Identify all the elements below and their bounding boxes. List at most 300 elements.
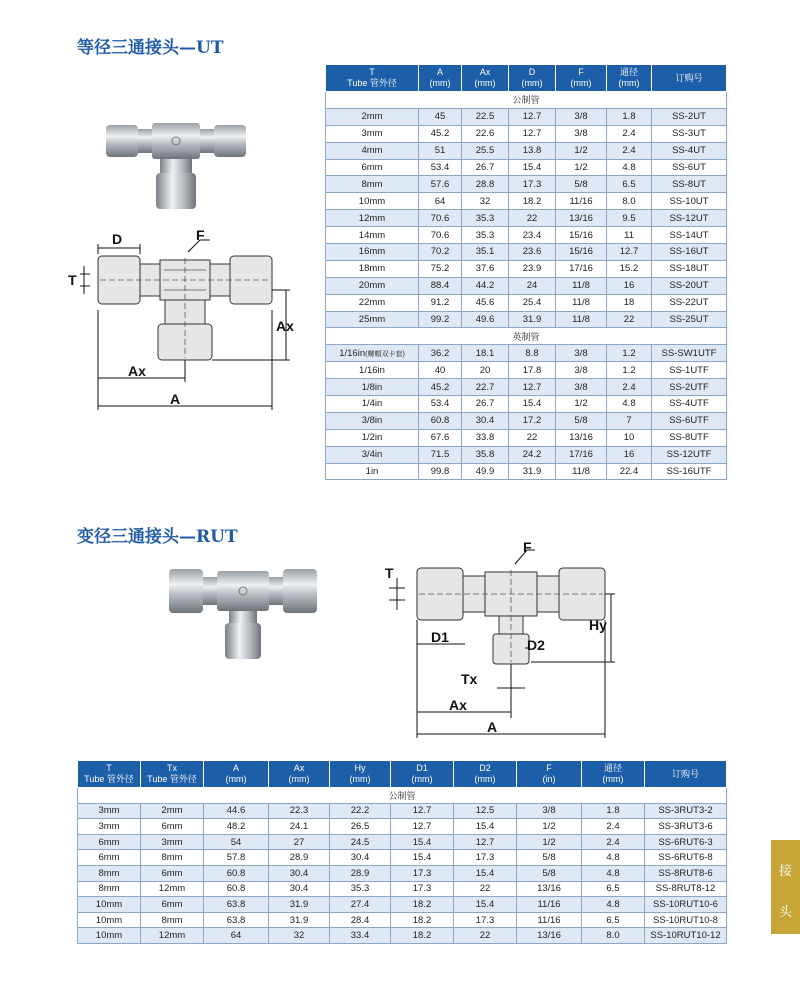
ut-table-cell: 22.7 [462, 379, 509, 396]
ut-table-cell: SS-16UT [652, 244, 727, 261]
ut-table-cell: SS-16UTF [652, 463, 727, 480]
side-tab-char: 接 [778, 864, 792, 879]
ut-table-cell: 88.4 [419, 277, 462, 294]
ut-table-cell: 11/8 [556, 294, 607, 311]
rut-spec-table [77, 760, 727, 944]
ut-table-cell: SS-22UT [652, 294, 727, 311]
ut-table-cell: 25mm [326, 311, 419, 328]
ut-table-cell: 64 [419, 193, 462, 210]
ut-table-cell: 12.7 [607, 244, 652, 261]
ut-table-cell: 1/8in [326, 379, 419, 396]
ut-table-cell: 1/16in [326, 362, 419, 379]
ut-table-row [326, 193, 727, 210]
ut-table-row [326, 294, 727, 311]
ut-subheader-row [326, 92, 727, 109]
ut-header-a [419, 65, 462, 92]
ut-table-row [326, 379, 727, 396]
rut-table-cell: 5/8 [517, 865, 582, 881]
ut-table-cell: 33.8 [462, 429, 509, 446]
rut-table-cell: 8mm [141, 850, 204, 866]
ut-table-cell: 1.2 [607, 362, 652, 379]
ut-table-cell: 67.6 [419, 429, 462, 446]
rut-header-text: A (mm) [225, 763, 247, 784]
ut-table-cell: SS-20UT [652, 277, 727, 294]
ut-table-cell: SS-8UT [652, 176, 727, 193]
ut-table-row [326, 396, 727, 413]
rut-header-f [517, 761, 582, 788]
ut-header-f [556, 65, 607, 92]
ut-table-cell: 22.5 [462, 108, 509, 125]
rut-table-cell: 12.5 [454, 803, 517, 819]
rut-table-cell: 4.8 [582, 897, 645, 913]
rut-table-cell: 15.4 [391, 834, 454, 850]
ut-table-cell: 4.8 [607, 159, 652, 176]
rut-header-text: Tx Tube 管外径 [147, 763, 197, 784]
ut-header-text: Ax (mm) [474, 67, 496, 88]
rut-table-cell: 10mm [78, 912, 141, 928]
ut-table-cell: 11/16 [556, 193, 607, 210]
rut-header-row [78, 761, 727, 788]
ut-table-cell: 11 [607, 227, 652, 244]
ut-label-A: A [170, 391, 181, 407]
rut-table-cell: 22.3 [269, 803, 330, 819]
ut-table-cell: 18.2 [509, 193, 556, 210]
ut-table-cell: 12.7 [509, 108, 556, 125]
ut-table-cell: 1/2 [556, 142, 607, 159]
ut-table-row [326, 244, 727, 261]
ut-table-row [326, 429, 727, 446]
rut-header-text: D2 (mm) [474, 763, 496, 784]
rut-table-cell: 12.7 [391, 819, 454, 835]
ut-table-cell: 2.4 [607, 379, 652, 396]
ut-table-cell: 5/8 [556, 176, 607, 193]
ut-table-cell: 24.2 [509, 446, 556, 463]
ut-table-row [326, 277, 727, 294]
ut-table-cell: 11/8 [556, 311, 607, 328]
rut-table-cell: 18.2 [391, 912, 454, 928]
rut-table-cell: 10mm [78, 897, 141, 913]
ut-header-d [509, 65, 556, 92]
rut-table-cell: 22.2 [330, 803, 391, 819]
ut-label-D: D [112, 231, 123, 247]
ut-table-cell: 13.8 [509, 142, 556, 159]
rut-table-cell: 6mm [78, 834, 141, 850]
rut-product-photo [165, 565, 320, 663]
ut-table-cell: 17.8 [509, 362, 556, 379]
rut-label-Ax: Ax [449, 697, 467, 713]
ut-header-text: 通径 (mm) [618, 67, 640, 88]
ut-table-cell: 15/16 [556, 244, 607, 261]
rut-table-cell: 17.3 [391, 865, 454, 881]
rut-table-row [78, 928, 727, 944]
ut-table-row [326, 412, 727, 429]
ut-table-cell: SS-12UTF [652, 446, 727, 463]
ut-table-cell: 24 [509, 277, 556, 294]
rut-table-cell: 24.1 [269, 819, 330, 835]
rut-table-cell: 28.4 [330, 912, 391, 928]
ut-table-cell: SS-14UT [652, 227, 727, 244]
rut-table-cell: 60.8 [204, 865, 269, 881]
rut-table-cell: 5/8 [517, 850, 582, 866]
rut-table-cell: SS-8RUT8-6 [645, 865, 727, 881]
ut-table-cell: SS-2UTF [652, 379, 727, 396]
rut-header-text: T Tube 管外径 [84, 763, 134, 784]
ut-label-F: F [196, 230, 205, 243]
rut-table-cell: 6.5 [582, 912, 645, 928]
rut-table-row [78, 881, 727, 897]
rut-table-cell: 28.9 [269, 850, 330, 866]
ut-cell-note: (螺帽双卡套) [365, 350, 405, 358]
ut-table-cell: SS-2UT [652, 108, 727, 125]
rut-table-cell: 17.3 [454, 912, 517, 928]
ut-product-photo [100, 115, 250, 215]
ut-table-cell: 13/16 [556, 429, 607, 446]
rut-table-cell: 48.2 [204, 819, 269, 835]
ut-table-cell: 17/16 [556, 260, 607, 277]
ut-table-cell: 3/8 [556, 125, 607, 142]
ut-table-cell: 31.9 [509, 463, 556, 480]
ut-table-cell: 3mm [326, 125, 419, 142]
ut-table-cell: 12.7 [509, 379, 556, 396]
ut-table-row [326, 142, 727, 159]
ut-table-cell: 9.5 [607, 210, 652, 227]
ut-table-cell: SS-10UT [652, 193, 727, 210]
ut-table-cell: 17.3 [509, 176, 556, 193]
ut-label-Ax-vertical: Ax [276, 318, 294, 334]
ut-table-cell: 35.3 [462, 210, 509, 227]
ut-table-cell: SS-25UT [652, 311, 727, 328]
rut-table-cell: SS-10RUT10-12 [645, 928, 727, 944]
ut-table-cell: 1.8 [607, 108, 652, 125]
rut-header-bore [582, 761, 645, 788]
rut-table-cell: 35.3 [330, 881, 391, 897]
ut-table-cell: 8.0 [607, 193, 652, 210]
ut-table-cell: 70.6 [419, 227, 462, 244]
ut-table-cell: 16 [607, 446, 652, 463]
ut-table-cell: SS-6UT [652, 159, 727, 176]
ut-table-cell: 26.7 [462, 159, 509, 176]
ut-table-cell: 18mm [326, 260, 419, 277]
ut-dimension-drawing [60, 230, 305, 420]
ut-table-cell: 53.4 [419, 159, 462, 176]
ut-header-text: A (mm) [429, 67, 451, 88]
rut-table-cell: 17.3 [454, 850, 517, 866]
ut-table-cell: 1/2 [556, 159, 607, 176]
ut-table-cell: 5/8 [556, 412, 607, 429]
ut-table-cell: 15.4 [509, 159, 556, 176]
rut-label-Tx: Tx [461, 671, 478, 687]
rut-table-cell: 3mm [78, 819, 141, 835]
rut-table-cell: 63.8 [204, 912, 269, 928]
ut-header-tube [326, 65, 419, 92]
ut-table-cell: 25.4 [509, 294, 556, 311]
rut-header-ax [269, 761, 330, 788]
ut-table-cell: 1.2 [607, 345, 652, 362]
ut-header-text: D (mm) [521, 67, 543, 88]
rut-table-cell: 6mm [141, 819, 204, 835]
ut-table-row [326, 125, 727, 142]
ut-table-cell: 40 [419, 362, 462, 379]
side-category-tab[interactable] [771, 840, 800, 934]
rut-table-cell: 2.4 [582, 819, 645, 835]
ut-table-cell: 22.6 [462, 125, 509, 142]
rut-table-row [78, 803, 727, 819]
rut-table-cell: 18.2 [391, 928, 454, 944]
ut-table-cell: 3/8 [556, 379, 607, 396]
ut-table-cell: 99.8 [419, 463, 462, 480]
rut-header-text: Ax (mm) [288, 763, 310, 784]
rut-table-row [78, 850, 727, 866]
rut-table-cell: 12.7 [454, 834, 517, 850]
rut-table-cell: 10mm [78, 928, 141, 944]
rut-table-cell: SS-8RUT8-12 [645, 881, 727, 897]
rut-table-cell: SS-6RUT6-8 [645, 850, 727, 866]
rut-table-cell: SS-10RUT10-6 [645, 897, 727, 913]
ut-table-cell: 15.2 [607, 260, 652, 277]
ut-table-cell: 44.2 [462, 277, 509, 294]
ut-header-text: 订购号 [675, 72, 703, 83]
rut-table-row [78, 865, 727, 881]
ut-table-cell [326, 345, 419, 362]
rut-table-cell: 3/8 [517, 803, 582, 819]
rut-table-cell: 1.8 [582, 803, 645, 819]
ut-table-cell: 20mm [326, 277, 419, 294]
rut-table-cell: 33.4 [330, 928, 391, 944]
rut-table-cell: SS-3RUT3-2 [645, 803, 727, 819]
ut-header-row [326, 65, 727, 92]
rut-table-cell: 26.5 [330, 819, 391, 835]
ut-table-cell: 18.1 [462, 345, 509, 362]
rut-table-cell: 31.9 [269, 912, 330, 928]
ut-header-ax [462, 65, 509, 92]
ut-table-cell: 11/8 [556, 463, 607, 480]
rut-table-cell: 57.8 [204, 850, 269, 866]
rut-table-cell: 6mm [141, 897, 204, 913]
ut-subheader-cell: 英制管 [326, 328, 727, 345]
rut-header-hy [330, 761, 391, 788]
ut-table-cell: 71.5 [419, 446, 462, 463]
rut-table-row [78, 912, 727, 928]
rut-table-cell: 30.4 [269, 865, 330, 881]
ut-table-cell: 35.3 [462, 227, 509, 244]
ut-table-cell: 22mm [326, 294, 419, 311]
ut-table-cell: 45.2 [419, 125, 462, 142]
ut-table-cell: 10 [607, 429, 652, 446]
ut-subheader-row [326, 328, 727, 345]
ut-header-text: T Tube 管外径 [347, 67, 397, 88]
rut-table-cell: 27 [269, 834, 330, 850]
ut-table-cell: 12mm [326, 210, 419, 227]
ut-table-cell: SS-3UT [652, 125, 727, 142]
ut-table-cell: 17/16 [556, 446, 607, 463]
ut-table-cell: 15.4 [509, 396, 556, 413]
ut-table-cell: 7 [607, 412, 652, 429]
ut-table-cell: 6.5 [607, 176, 652, 193]
ut-table-row [326, 108, 727, 125]
rut-table-cell: 30.4 [330, 850, 391, 866]
rut-subheader-row [78, 788, 727, 804]
ut-table-row [326, 159, 727, 176]
ut-table-cell: 37.6 [462, 260, 509, 277]
rut-table-cell: 8mm [78, 881, 141, 897]
ut-table-cell: 45 [419, 108, 462, 125]
ut-table-cell: 16mm [326, 244, 419, 261]
ut-table-cell: 23.9 [509, 260, 556, 277]
ut-table-cell: 70.2 [419, 244, 462, 261]
ut-table-cell: SS-6UTF [652, 412, 727, 429]
rut-table-cell: 12.7 [391, 803, 454, 819]
ut-table-cell: 16 [607, 277, 652, 294]
rut-subheader-cell: 公制管 [78, 788, 727, 804]
rut-table-cell: 2.4 [582, 834, 645, 850]
rut-header-a [204, 761, 269, 788]
ut-table-cell: 11/8 [556, 277, 607, 294]
ut-table-cell: 45.6 [462, 294, 509, 311]
rut-table-cell: 6mm [78, 850, 141, 866]
ut-table-cell: 1/4in [326, 396, 419, 413]
rut-table-cell: 60.8 [204, 881, 269, 897]
rut-dimension-drawing [385, 538, 630, 748]
rut-table-cell: SS-3RUT3-6 [645, 819, 727, 835]
ut-table-row [326, 210, 727, 227]
rut-table-cell: 8mm [141, 912, 204, 928]
rut-header-text: 订购号 [671, 768, 699, 779]
rut-label-D2: D2 [527, 637, 545, 653]
ut-table-cell: 15/16 [556, 227, 607, 244]
ut-spec-table [325, 64, 727, 480]
ut-table-cell: 51 [419, 142, 462, 159]
ut-table-cell: SS-4UT [652, 142, 727, 159]
ut-table-cell: 22 [509, 429, 556, 446]
rut-table-cell: 17.3 [391, 881, 454, 897]
ut-label-T: T [68, 272, 77, 288]
ut-subheader-cell: 公制管 [326, 92, 727, 109]
ut-table-cell: SS-12UT [652, 210, 727, 227]
rut-table-cell: 63.8 [204, 897, 269, 913]
ut-table-cell: 25.5 [462, 142, 509, 159]
rut-table-cell: 32 [269, 928, 330, 944]
rut-table-cell: 13/16 [517, 928, 582, 944]
rut-table-cell: 12mm [141, 881, 204, 897]
rut-header-text: F (in) [542, 763, 556, 784]
ut-table-cell: 10mm [326, 193, 419, 210]
rut-table-cell: 64 [204, 928, 269, 944]
rut-table-cell: 8.0 [582, 928, 645, 944]
rut-label-F: F [523, 539, 532, 555]
rut-table-cell: 1/2 [517, 819, 582, 835]
rut-header-d1 [391, 761, 454, 788]
ut-table-cell: 4mm [326, 142, 419, 159]
ut-table-cell: 20 [462, 362, 509, 379]
ut-table-cell: 6mm [326, 159, 419, 176]
ut-table-cell: 2.4 [607, 125, 652, 142]
rut-table-cell: 4.8 [582, 850, 645, 866]
ut-table-cell: 1in [326, 463, 419, 480]
ut-table-row [326, 176, 727, 193]
rut-table-cell: 6mm [141, 865, 204, 881]
ut-table-cell: 91.2 [419, 294, 462, 311]
rut-table-cell: 22 [454, 881, 517, 897]
side-tab-char: 头 [778, 905, 792, 920]
rut-header-text: Hy (mm) [349, 763, 371, 784]
ut-table-cell: 35.1 [462, 244, 509, 261]
ut-header-order [652, 65, 727, 92]
rut-header-tx [141, 761, 204, 788]
rut-table-cell: 6.5 [582, 881, 645, 897]
ut-table-cell: SS-8UTF [652, 429, 727, 446]
rut-header-text: D1 (mm) [411, 763, 433, 784]
ut-table-cell: 3/8 [556, 345, 607, 362]
ut-table-cell: 3/4in [326, 446, 419, 463]
rut-table-cell: 8mm [78, 865, 141, 881]
ut-table-cell: 30.4 [462, 412, 509, 429]
rut-table-cell: 22 [454, 928, 517, 944]
ut-table-cell: 3/8 [556, 108, 607, 125]
ut-table-cell: 14mm [326, 227, 419, 244]
rut-table-cell: 2mm [141, 803, 204, 819]
ut-table-cell: 60.8 [419, 412, 462, 429]
ut-table-cell: 18 [607, 294, 652, 311]
ut-table-cell: 8mm [326, 176, 419, 193]
rut-header-d2 [454, 761, 517, 788]
ut-table-cell: 31.9 [509, 311, 556, 328]
ut-table-cell: 22.4 [607, 463, 652, 480]
rut-header-order [645, 761, 727, 788]
rut-table-cell: 30.4 [269, 881, 330, 897]
ut-table-cell: 53.4 [419, 396, 462, 413]
rut-table-cell: 4.8 [582, 865, 645, 881]
ut-table-cell: 45.2 [419, 379, 462, 396]
ut-table-row [326, 463, 727, 480]
rut-label-Hy: Hy [589, 617, 607, 633]
ut-table-cell: 75.2 [419, 260, 462, 277]
ut-table-cell: 36.2 [419, 345, 462, 362]
rut-table-cell: 54 [204, 834, 269, 850]
rut-table-cell: 11/16 [517, 912, 582, 928]
ut-cell-tube: 1/16in [339, 347, 366, 359]
ut-table-cell: 57.6 [419, 176, 462, 193]
ut-table-cell: 1/2 [556, 396, 607, 413]
rut-table-cell: 27.4 [330, 897, 391, 913]
rut-table-cell: 15.4 [391, 850, 454, 866]
rut-table-cell: 44.6 [204, 803, 269, 819]
ut-table-row [326, 311, 727, 328]
rut-table-cell: 3mm [141, 834, 204, 850]
ut-table-cell: 70.6 [419, 210, 462, 227]
ut-table-row [326, 227, 727, 244]
ut-table-cell: SS-SW1UTF [652, 345, 727, 362]
rut-table-cell: SS-6RUT6-3 [645, 834, 727, 850]
ut-table-cell: 4.8 [607, 396, 652, 413]
ut-table-cell: 22 [509, 210, 556, 227]
ut-table-cell: 28.8 [462, 176, 509, 193]
ut-section-title: 等径三通接头—UT [77, 38, 224, 58]
rut-table-row [78, 897, 727, 913]
rut-table-cell: 13/16 [517, 881, 582, 897]
rut-table-cell: 12mm [141, 928, 204, 944]
ut-table-cell: 26.7 [462, 396, 509, 413]
ut-table-cell: 3/8in [326, 412, 419, 429]
ut-header-bore [607, 65, 652, 92]
ut-label-Ax: Ax [128, 363, 146, 379]
rut-table-cell: 15.4 [454, 865, 517, 881]
ut-table-cell: 17.2 [509, 412, 556, 429]
rut-table-cell: 15.4 [454, 819, 517, 835]
rut-table-row [78, 819, 727, 835]
rut-table-cell: 18.2 [391, 897, 454, 913]
rut-table-cell: SS-10RUT10-8 [645, 912, 727, 928]
ut-table-row [326, 446, 727, 463]
